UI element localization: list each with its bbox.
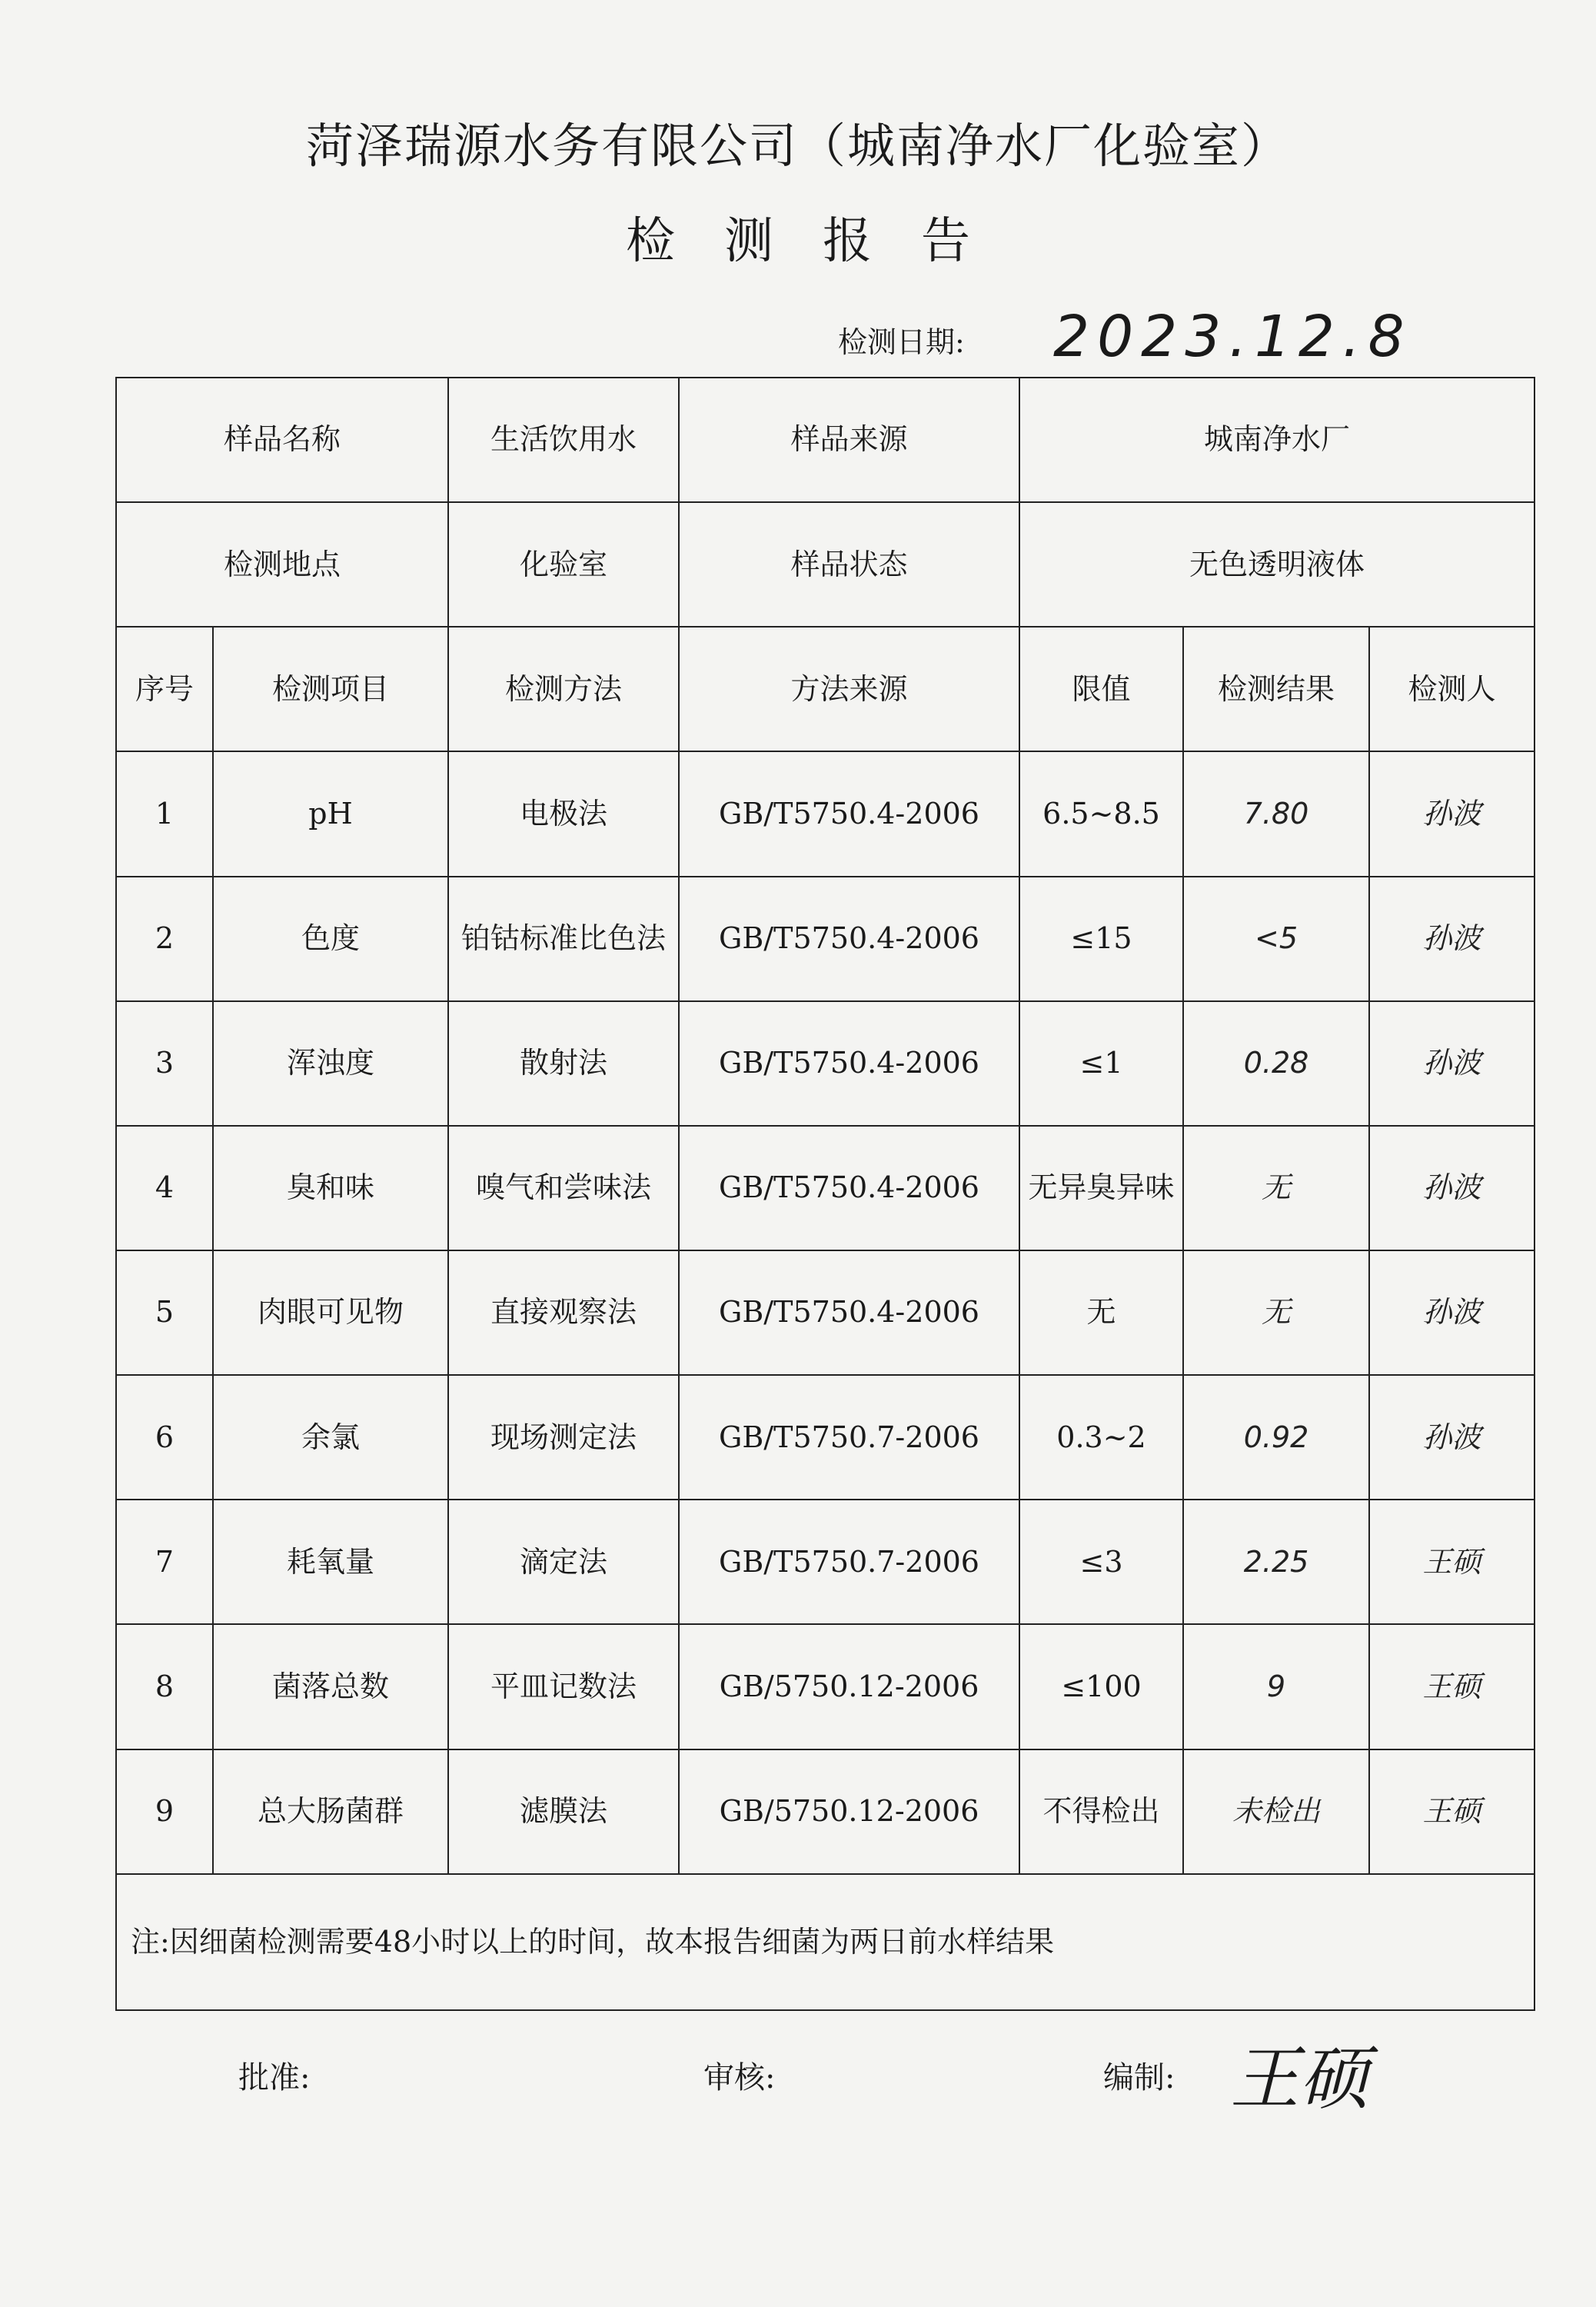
- row-method: 现场测定法: [448, 1375, 679, 1500]
- row-limit: 无: [1019, 1250, 1183, 1375]
- sample-state-label: 样品状态: [679, 502, 1019, 627]
- row-method: 滴定法: [448, 1500, 679, 1624]
- report-title: 检测报告: [626, 213, 1019, 270]
- row-tester: 孙波: [1369, 1001, 1534, 1126]
- row-result: 无: [1183, 1126, 1369, 1250]
- approve-label: 批准:: [238, 2060, 311, 2096]
- row-no: 6: [116, 1375, 213, 1500]
- col-header-result: 检测结果: [1183, 627, 1369, 751]
- row-item: 浑浊度: [213, 1001, 448, 1126]
- row-limit: 无异臭异味: [1019, 1126, 1183, 1250]
- row-item: 色度: [213, 877, 448, 1001]
- date-label: 检测日期:: [838, 325, 965, 359]
- row-method: 滤膜法: [448, 1749, 679, 1874]
- row-method: 嗅气和尝味法: [448, 1126, 679, 1250]
- row-tester: 孙波: [1369, 1126, 1534, 1250]
- row-tester: 孙波: [1369, 1250, 1534, 1375]
- table-row: [116, 1375, 1534, 1500]
- row-limit: 6.5~8.5: [1019, 751, 1183, 876]
- row-tester: 孙波: [1369, 751, 1534, 876]
- row-no: 1: [116, 751, 213, 876]
- row-source: GB/T5750.7-2006: [679, 1500, 1019, 1624]
- test-site-label: 检测地点: [116, 502, 448, 627]
- info-row-2: [116, 502, 1534, 627]
- row-result: 2.25: [1183, 1500, 1369, 1624]
- sample-name-value: 生活饮用水: [448, 378, 679, 502]
- table-row: [116, 1126, 1534, 1250]
- table-row: [116, 1001, 1534, 1126]
- row-tester: 王硕: [1369, 1500, 1534, 1624]
- row-source: GB/T5750.7-2006: [679, 1375, 1019, 1500]
- row-source: GB/T5750.4-2006: [679, 1126, 1019, 1250]
- date-value: 2023.12.8: [1053, 304, 1412, 370]
- row-no: 4: [116, 1126, 213, 1250]
- row-result: 无: [1183, 1250, 1369, 1375]
- row-result: 未检出: [1183, 1749, 1369, 1874]
- table-row: [116, 1749, 1534, 1874]
- row-limit: ≤100: [1019, 1624, 1183, 1749]
- row-item: 耗氧量: [213, 1500, 448, 1624]
- row-method: 平皿记数法: [448, 1624, 679, 1749]
- row-limit: ≤3: [1019, 1500, 1183, 1624]
- table-row: [116, 751, 1534, 876]
- row-no: 5: [116, 1250, 213, 1375]
- row-item: pH: [213, 751, 448, 876]
- table-row: [116, 877, 1534, 1001]
- row-result: 7.80: [1183, 751, 1369, 876]
- row-result: <5: [1183, 877, 1369, 1001]
- table-row: [116, 1500, 1534, 1624]
- company-title: 菏泽瑞源水务有限公司（城南净水厂化验室）: [305, 118, 1290, 174]
- col-header-item: 检测项目: [213, 627, 448, 751]
- row-no: 3: [116, 1001, 213, 1126]
- sample-name-label: 样品名称: [116, 378, 448, 502]
- note-text: 注:因细菌检测需要48小时以上的时间，故本报告细菌为两日前水样结果: [116, 1874, 1534, 2010]
- row-tester: 孙波: [1369, 877, 1534, 1001]
- row-item: 总大肠菌群: [213, 1749, 448, 1874]
- row-item: 肉眼可见物: [213, 1250, 448, 1375]
- col-header-source: 方法来源: [679, 627, 1019, 751]
- row-source: GB/T5750.4-2006: [679, 877, 1019, 1001]
- row-no: 2: [116, 877, 213, 1001]
- row-result: 0.28: [1183, 1001, 1369, 1126]
- row-tester: 王硕: [1369, 1624, 1534, 1749]
- row-item: 菌落总数: [213, 1624, 448, 1749]
- row-method: 电极法: [448, 751, 679, 876]
- review-label: 审核:: [703, 2060, 776, 2096]
- row-item: 臭和味: [213, 1126, 448, 1250]
- row-item: 余氯: [213, 1375, 448, 1500]
- row-source: GB/T5750.4-2006: [679, 751, 1019, 876]
- compile-signature: 王硕: [1230, 2039, 1368, 2119]
- row-method: 散射法: [448, 1001, 679, 1126]
- row-source: GB/5750.12-2006: [679, 1624, 1019, 1749]
- row-no: 8: [116, 1624, 213, 1749]
- table-row: [116, 1624, 1534, 1749]
- row-result: 9: [1183, 1624, 1369, 1749]
- sample-source-value: 城南净水厂: [1019, 378, 1534, 502]
- row-result: 0.92: [1183, 1375, 1369, 1500]
- row-source: GB/T5750.4-2006: [679, 1001, 1019, 1126]
- row-limit: 0.3~2: [1019, 1375, 1183, 1500]
- row-method: 直接观察法: [448, 1250, 679, 1375]
- row-no: 9: [116, 1749, 213, 1874]
- col-header-no: 序号: [116, 627, 213, 751]
- row-no: 7: [116, 1500, 213, 1624]
- row-tester: 孙波: [1369, 1375, 1534, 1500]
- row-limit: ≤15: [1019, 877, 1183, 1001]
- row-limit: 不得检出: [1019, 1749, 1183, 1874]
- column-header-row: [116, 627, 1534, 751]
- row-limit: ≤1: [1019, 1001, 1183, 1126]
- info-row-1: [116, 378, 1534, 502]
- note-row: [116, 1874, 1534, 2010]
- test-site-value: 化验室: [448, 502, 679, 627]
- col-header-method: 检测方法: [448, 627, 679, 751]
- sample-state-value: 无色透明液体: [1019, 502, 1534, 627]
- row-tester: 王硕: [1369, 1749, 1534, 1874]
- row-source: GB/T5750.4-2006: [679, 1250, 1019, 1375]
- row-method: 铂钴标准比色法: [448, 877, 679, 1001]
- table-row: [116, 1250, 1534, 1375]
- sample-source-label: 样品来源: [679, 378, 1019, 502]
- col-header-limit: 限值: [1019, 627, 1183, 751]
- col-header-tester: 检测人: [1369, 627, 1534, 751]
- compile-label: 编制:: [1103, 2060, 1175, 2096]
- row-source: GB/5750.12-2006: [679, 1749, 1019, 1874]
- report-table: [115, 377, 1535, 2011]
